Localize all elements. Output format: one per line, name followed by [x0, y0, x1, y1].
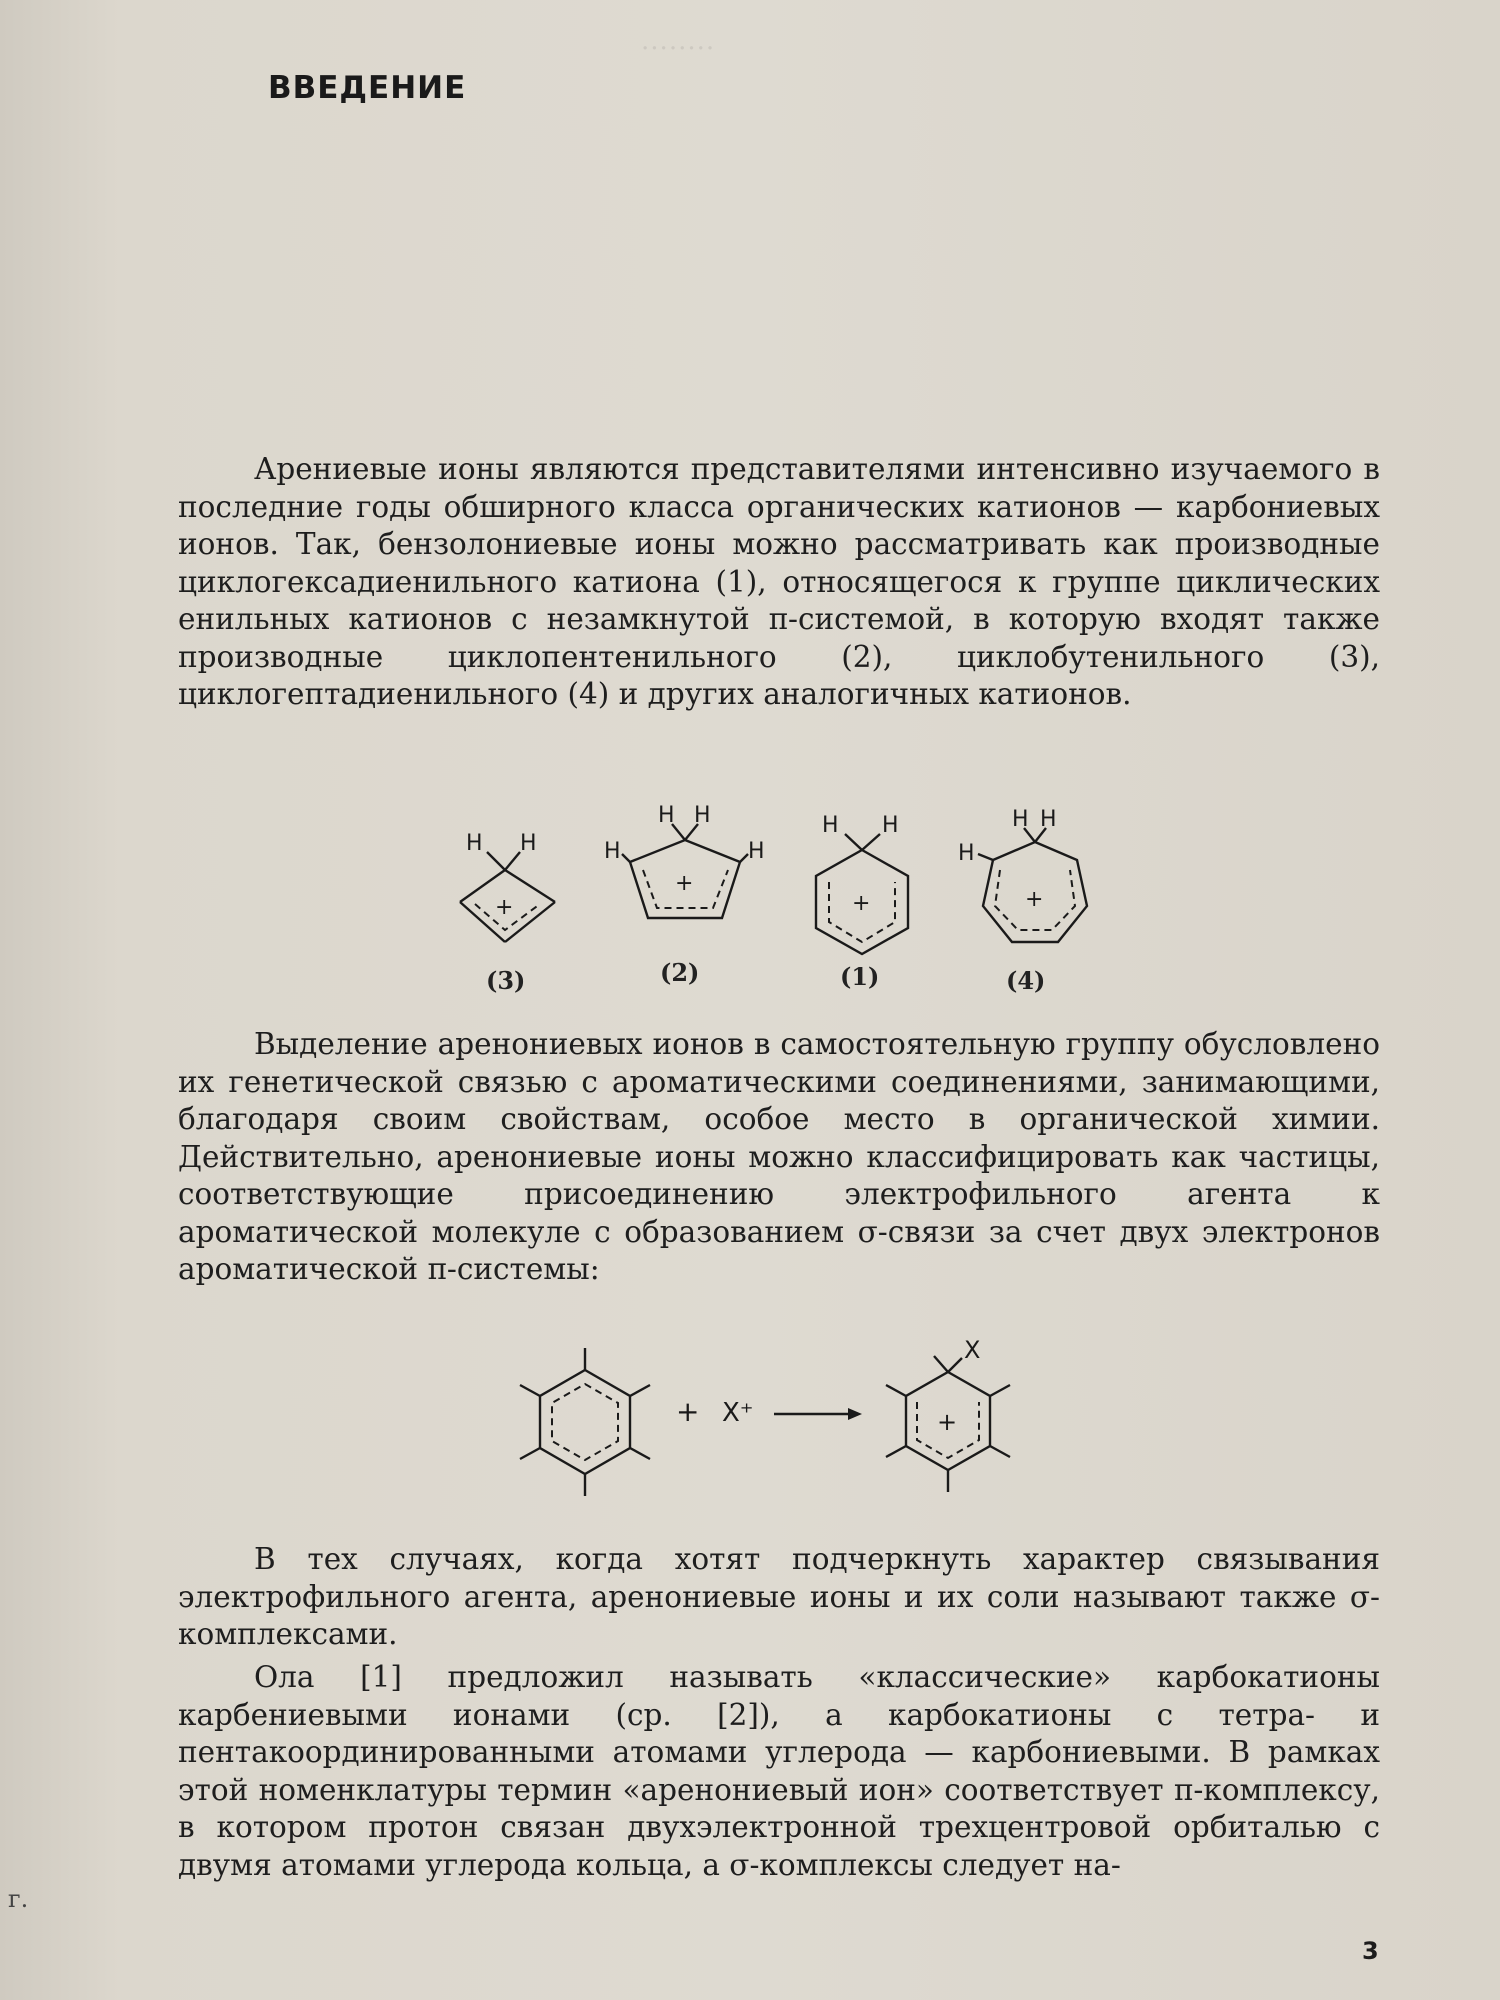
paragraph-1: Арениевые ионы являются представителями интенсивно изучаемого в последние годы обширного класса органических катионов — карбониевых ионов. Так, бензолониевые ионы можно рассматривать как производные циклогексадиенильного катиона (1), относящегося к группе циклических енильных катионов с незамкнутой π-системой, в которую входят также производные циклопентенильного (2), циклобутенильного (3), циклогептадиенильного (4) и других аналогичных катионов. — [178, 452, 1380, 711]
svg-text:H: H — [604, 839, 621, 864]
label-4: (4) — [1006, 966, 1046, 995]
svg-text:+: + — [675, 871, 694, 896]
arenium-product — [886, 1336, 1010, 1492]
page-number: 3 — [1362, 1937, 1379, 1965]
svg-text:H: H — [466, 831, 483, 856]
svg-text:H: H — [748, 839, 765, 864]
svg-text:H: H — [1040, 807, 1057, 832]
label-3: (3) — [486, 966, 526, 995]
reaction-scheme — [0, 1330, 1500, 1500]
svg-text:X: X — [964, 1336, 981, 1364]
show-through-text: ········ — [640, 34, 715, 64]
svg-text:+: + — [937, 1408, 958, 1436]
structure-3-cyclobutenyl — [460, 831, 555, 942]
svg-text:H: H — [822, 813, 839, 838]
paragraph-2: Выделение аренониевых ионов в самостоятельную группу обусловлено их генетической связью с ароматическими соединениями, занимающими, благодаря своим свойствам, особое место в органической химии. Действительно, аренониевые ионы можно классифицировать как частицы, соответствующие присоединению электрофильного агента к ароматической молекуле с образованием σ-связи за счет двух электронов ароматической π-системы: — [178, 1027, 1380, 1286]
paragraph-4: Ола [1] предложил называть «классические» карбокатионы карбениевыми ионами (ср. [2]), а карбокатионы с тетра- и пентакоординированными атомами углерода — карбониевыми. В рамках этой номенклатуры термин «аренониевый ион» соответствует π-комплексу, в котором протон связан двухэлектронной трехцентровой орбиталью с двумя атомами углерода кольца, а σ-комплексы следует на- — [178, 1660, 1380, 1882]
cation-structures — [0, 790, 1500, 990]
margin-mark: г. — [8, 1885, 29, 1913]
svg-text:+: + — [852, 891, 871, 916]
svg-text:+: + — [1025, 887, 1044, 912]
svg-text:+: + — [495, 895, 514, 920]
svg-text:+: + — [676, 1395, 700, 1428]
svg-text:H: H — [882, 813, 899, 838]
svg-text:H: H — [658, 803, 675, 828]
svg-text:X⁺: X⁺ — [722, 1398, 754, 1428]
label-2: (2) — [660, 958, 700, 987]
paragraph-3: В тех случаях, когда хотят подчеркнуть характер связывания электрофильного агента, аренониевые ионы и их соли называют также σ-комплексами. — [178, 1542, 1380, 1651]
label-1: (1) — [840, 962, 880, 991]
structure-4-cycloheptadienyl — [958, 807, 1087, 942]
svg-text:H: H — [958, 841, 975, 866]
svg-text:H: H — [520, 831, 537, 856]
arene-reactant — [520, 1348, 650, 1496]
chapter-heading: ВВЕДЕНИЕ — [268, 70, 467, 106]
structure-2-cyclopentenyl — [604, 803, 765, 918]
svg-text:H: H — [694, 803, 711, 828]
svg-text:H: H — [1012, 807, 1029, 832]
structure-1-cyclohexadienyl — [816, 813, 908, 954]
